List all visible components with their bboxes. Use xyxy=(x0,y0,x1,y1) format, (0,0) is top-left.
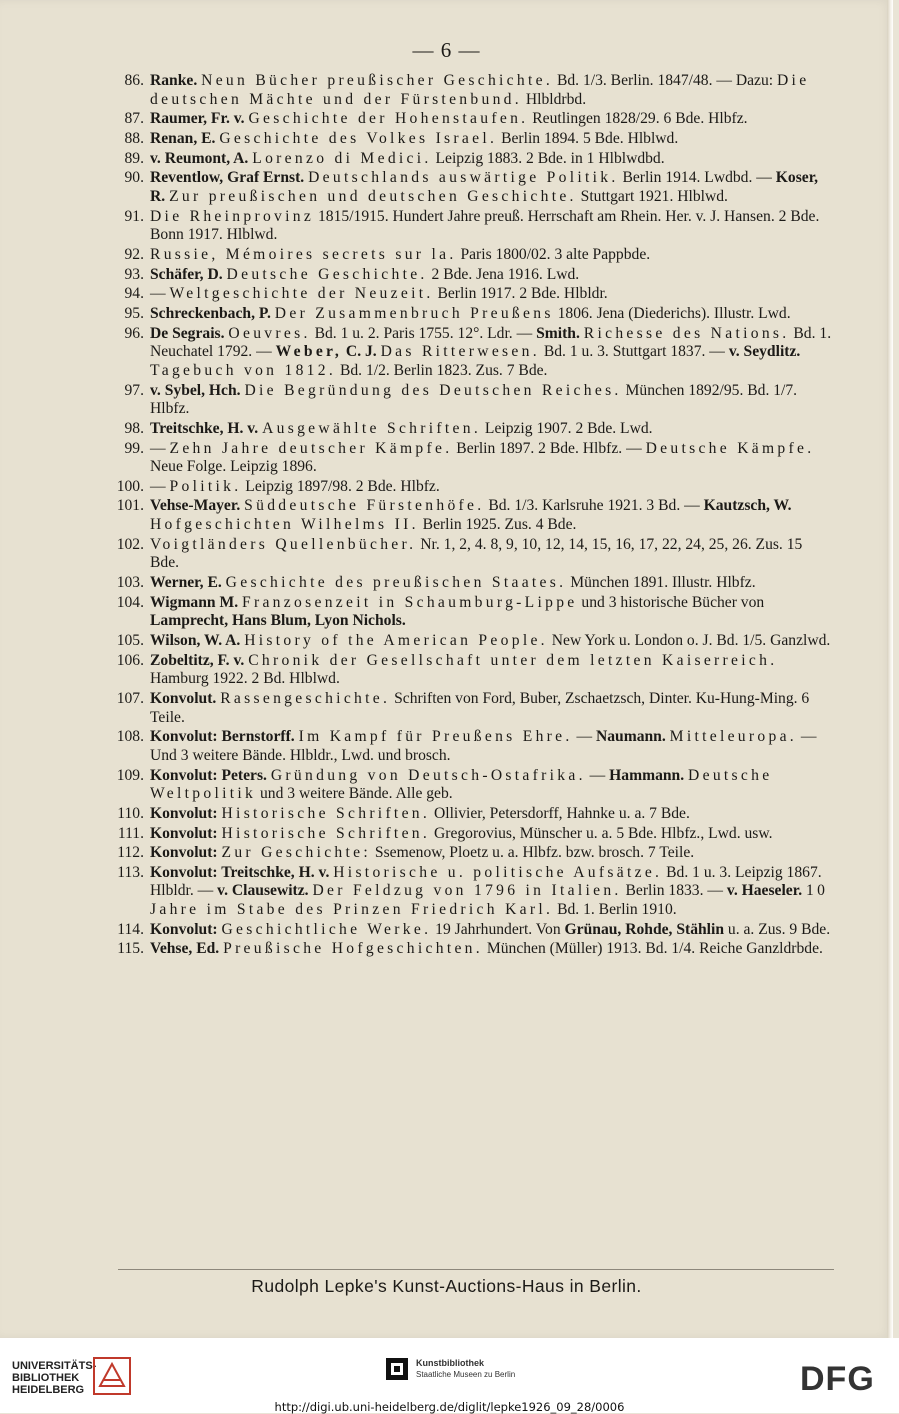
entry-text: Schriften von Ford, Buber, Zschaetzsch, Dinter. Ku-Hung-Ming. 6 Teile. xyxy=(150,689,810,726)
entry-title: Geschichte der Hohenstaufen. xyxy=(248,110,529,128)
catalog-entry xyxy=(104,652,834,689)
entry-number: 110. xyxy=(117,804,144,822)
entry-author: Schäfer, D. xyxy=(150,265,223,283)
entry-title: Deutsche Weltpolitik xyxy=(150,766,773,803)
entry-title: Deutsche Kämpfe. xyxy=(645,439,815,457)
entry-text: New York u. London o. J. Bd. 1/5. Ganzlwd. xyxy=(547,632,831,649)
entry-text: Hlbldrbd. xyxy=(521,90,587,108)
entry-text: Gregorovius, Münscher u. a. 5 Bde. Hlbfz., Lwd. usw. xyxy=(430,824,773,842)
entry-title: Zur Geschichte: xyxy=(221,844,372,862)
entry-text: Nr. 1, 2, 4. 8, 9, 10, 12, 14, 15, 16, 17, 22, 24, 25, 26. Zus. 15 Bde. xyxy=(150,535,803,572)
catalog-entry xyxy=(104,72,834,109)
entry-author: Raumer, Fr. v. xyxy=(150,110,245,128)
entry-text: Neue Folge. Leipzig 1896. xyxy=(150,458,317,476)
entry-number: 101. xyxy=(116,497,144,515)
catalog-entry xyxy=(104,594,834,631)
entry-number: 95. xyxy=(124,304,144,322)
entry-author: Zobeltitz, F. v. xyxy=(150,651,245,669)
catalog-entry xyxy=(104,420,834,439)
entry-number: 102. xyxy=(116,535,144,553)
catalog-entry xyxy=(104,150,834,169)
entry-title: Neun Bücher preußischer Geschichte. xyxy=(201,72,554,89)
entry-title: Süddeutsche Fürstenhöfe. xyxy=(244,497,485,515)
entry-title: Oeuvres. xyxy=(228,324,311,342)
entry-text: Bd. 1 u. 2. Paris 1755. 12°. Ldr. — xyxy=(310,324,537,342)
university-library-logo-text xyxy=(12,1360,96,1396)
entry-author: Konvolut: Peters. xyxy=(150,766,267,784)
catalog-entry xyxy=(104,728,834,765)
entry-author: Grünau, Rohde, Stählin xyxy=(564,920,725,938)
catalog-entry xyxy=(104,305,834,324)
entry-text: Bd. 1 u. 3. Stuttgart 1837. — xyxy=(539,343,729,361)
entry-text: 1815/1915. Hundert Jahre preuß. Herrschaft am Rhein. Her. v. J. Hansen. 2 Bde. Bonn 1917. Hlblwd. xyxy=(150,207,820,244)
entry-number: 87. xyxy=(124,110,144,128)
entry-author: Treitschke, H. v. xyxy=(150,419,259,437)
entry-title: Ausgewählte Schriften. xyxy=(262,419,482,437)
entry-title: Historische Schriften. xyxy=(221,824,431,842)
entry-number: 103. xyxy=(116,574,144,592)
entry-number: 94. xyxy=(124,285,144,303)
entry-text: Hamburg 1922. 2 Bd. Hlblwd. xyxy=(150,670,340,688)
university-seal-icon xyxy=(92,1356,132,1396)
entry-title: Deutsche Geschichte. xyxy=(226,265,428,283)
entry-text: Berlin 1914. Lwdbd. — xyxy=(618,169,776,187)
catalog-entry xyxy=(104,497,834,534)
entry-number: 92. xyxy=(124,245,144,263)
entry-text: Berlin 1833. — xyxy=(621,882,727,900)
footer-publisher-line: Rudolph Lepke's Kunst-Auctions-Haus in Berlin. xyxy=(251,1276,642,1296)
entry-title: Geschichte des preußischen Staates. xyxy=(225,574,567,592)
entry-author: Smith. xyxy=(536,324,580,342)
entry-title: Richesse des Nations. xyxy=(583,324,790,342)
catalog-entry xyxy=(104,536,834,573)
entry-title: Gründung von Deutsch-Ostafrika. xyxy=(270,766,586,784)
entry-author: Kautzsch, W. xyxy=(703,497,792,515)
entry-number: 107. xyxy=(116,689,144,707)
entry-text: Leipzig 1883. 2 Bde. in 1 Hlblwdbd. xyxy=(431,149,665,167)
entry-title: Das Ritterwesen. xyxy=(380,343,540,361)
catalog-entries xyxy=(104,72,834,960)
entry-text: Bd. 1/3. Karlsruhe 1921. 3 Bd. — xyxy=(484,497,704,515)
entry-number: 114. xyxy=(117,920,144,938)
entry-text: Leipzig 1897/98. 2 Bde. Hlbfz. xyxy=(241,477,440,495)
entry-number: 93. xyxy=(124,265,144,283)
footer-rule xyxy=(118,1269,834,1270)
catalog-entry xyxy=(104,285,834,304)
entry-text: — Und 3 weitere Bände. Hlbldr., Lwd. und brosch. xyxy=(150,728,817,764)
entry-title: Geschichte des Volkes Israel. xyxy=(219,129,498,147)
catalog-entry xyxy=(104,844,834,863)
entry-number: 104. xyxy=(116,593,144,611)
catalog-entry xyxy=(104,325,834,381)
kunstbibliothek-text xyxy=(416,1358,515,1380)
entry-text: Stuttgart 1921. Hlblwd. xyxy=(576,187,728,205)
entry-title: Russie, Mémoires secrets sur la. xyxy=(150,245,457,263)
catalog-entry xyxy=(104,266,834,285)
entry-number: 97. xyxy=(124,381,144,399)
entry-text: 1806. Jena (Diederichs). Illustr. Lwd. xyxy=(553,304,791,322)
entry-text: Berlin 1894. 5 Bde. Hlblwd. xyxy=(497,129,679,147)
kunstbibliothek-logo-icon xyxy=(386,1358,408,1380)
entry-title: Mitteleuropa. xyxy=(669,728,797,746)
entry-title: Der Zusammenbruch Preußens xyxy=(274,304,554,322)
entry-number: 108. xyxy=(116,728,144,746)
entry-text: Bd. 1/2. Berlin 1823. Zus. 7 Bde. xyxy=(336,361,548,379)
entry-title: Weltgeschichte der Neuzeit. xyxy=(169,285,434,303)
entry-text: Berlin 1897. 2 Bde. Hlbfz. — xyxy=(452,439,646,457)
entry-text: u. a. Zus. 9 Bde. xyxy=(724,920,831,938)
entry-number: 113. xyxy=(117,863,144,881)
entry-number: 89. xyxy=(124,149,144,167)
entry-author: Naumann. xyxy=(595,728,666,746)
catalog-entry xyxy=(104,940,834,959)
entry-text: Berlin 1925. Zus. 4 Bde. xyxy=(418,516,577,534)
dfg-logo: DFG xyxy=(800,1360,875,1398)
entry-number: 99. xyxy=(124,439,144,457)
entry-number: 106. xyxy=(116,651,144,669)
catalog-entry xyxy=(104,825,834,844)
entry-author: Vehse, Ed. xyxy=(150,940,220,958)
entry-title: Historische u. politische Aufsätze. xyxy=(333,863,663,881)
entry-number: 100. xyxy=(116,477,144,495)
catalog-entry xyxy=(104,632,834,651)
catalog-entry xyxy=(104,110,834,129)
entry-text: — xyxy=(585,766,610,784)
entry-author: Lamprecht, Hans Blum, Lyon Nichols. xyxy=(150,612,406,630)
source-url[interactable]: http://digi.ub.uni-heidelberg.de/diglit/lepke1926_09_28/0006 xyxy=(274,1400,625,1414)
entry-author: v. Seydlitz. xyxy=(728,343,801,361)
entry-number: 111. xyxy=(117,824,144,842)
entry-text: und 3 historische Bücher von xyxy=(577,593,765,611)
entry-title: Hofgeschichten Wilhelms II. xyxy=(150,516,419,534)
page-number: — 6 — xyxy=(412,38,481,62)
entry-text: Paris 1800/02. 3 alte Pappbde. xyxy=(456,245,651,263)
catalog-entry xyxy=(104,864,834,920)
entry-text: Leipzig 1907. 2 Bde. Lwd. xyxy=(481,419,653,437)
kb-line-2: Staatliche Museen zu Berlin xyxy=(416,1370,516,1379)
entry-title: Preußische Hofgeschichten. xyxy=(223,940,483,958)
entry-title: Zehn Jahre deutscher Kämpfe. xyxy=(169,439,453,457)
entry-title: Politik. xyxy=(169,477,242,495)
entry-text: und 3 weitere Bände. Alle geb. xyxy=(256,785,453,803)
entry-number: 91. xyxy=(124,207,144,225)
entry-author: Konvolut: xyxy=(150,920,218,938)
entry-number: 90. xyxy=(124,169,144,187)
entry-title: Rassengeschichte. xyxy=(220,689,391,707)
entry-author: Hammann. xyxy=(609,766,685,784)
entry-text: Reutlingen 1828/29. 6 Bde. Hlbfz. xyxy=(528,110,748,128)
entry-text: Bd. 1. Berlin 1910. xyxy=(553,901,677,919)
entry-title: Deutschlands auswärtige Politik. xyxy=(308,169,619,187)
entry-author: Konvolut: xyxy=(150,844,218,862)
entry-author: v. Haeseler. xyxy=(726,882,803,900)
catalog-entry xyxy=(104,690,834,727)
entry-author: Ranke. xyxy=(150,72,198,89)
catalog-entry xyxy=(104,169,834,206)
entry-text: Ssemenow, Ploetz u. a. Hlbfz. bzw. brosch. 7 Teile. xyxy=(371,844,695,862)
entry-title: Lorenzo di Medici. xyxy=(252,149,432,167)
entry-author: Renan, E. xyxy=(150,129,216,147)
entry-title: Weber, xyxy=(275,343,343,361)
entry-text: — xyxy=(150,477,170,495)
catalog-entry xyxy=(104,574,834,593)
university-line-3: HEIDELBERG xyxy=(12,1384,85,1396)
entry-number: 96. xyxy=(124,324,144,342)
entry-title: Historische Schriften. xyxy=(221,804,431,822)
entry-title: Chronik der Gesellschaft unter dem letzten Kaiserreich. xyxy=(248,651,778,669)
entry-text: 2 Bde. Jena 1916. Lwd. xyxy=(427,265,580,283)
entry-text: München 1892/95. Bd. 1/7. Hlbfz. xyxy=(150,381,798,418)
entry-author: C. J. xyxy=(342,343,377,361)
entry-title: Die deutschen Mächte und der Fürstenbund. xyxy=(150,72,810,108)
entry-number: 109. xyxy=(116,766,144,784)
entry-title: Tagebuch von 1812. xyxy=(150,361,337,379)
entry-number: 98. xyxy=(124,419,144,437)
university-line-1: UNIVERSITÄTS- xyxy=(12,1360,97,1372)
entry-text: München (Müller) 1913. Bd. 1/4. Reiche Ganzldrbde. xyxy=(482,940,823,958)
entry-text: Ollivier, Petersdorff, Hahnke u. a. 7 Bde. xyxy=(430,804,690,822)
entry-author: Koser, R. xyxy=(150,169,819,205)
entry-author: v. Clausewitz. xyxy=(217,882,309,900)
entry-author: Schreckenbach, P. xyxy=(150,304,271,322)
entry-number: 115. xyxy=(117,940,144,958)
entry-title: Geschichtliche Werke. xyxy=(221,920,432,938)
kb-line-1: Kunstbibliothek xyxy=(416,1358,484,1368)
library-footer-bar xyxy=(0,1338,899,1413)
entry-author: Vehse-Mayer. xyxy=(150,497,241,515)
entry-text: München 1891. Illustr. Hlbfz. xyxy=(566,574,756,592)
entry-text: Bd. 1/3. Berlin. 1847/48. — Dazu: xyxy=(553,72,777,89)
entry-text: Berlin 1917. 2 Bde. Hlbldr. xyxy=(433,285,608,303)
catalog-entry xyxy=(104,921,834,940)
entry-number: 86. xyxy=(124,72,144,89)
catalog-entry xyxy=(104,208,834,245)
entry-text: Bd. 1 u. 3. Leipzig 1867. Hlbldr. — xyxy=(150,863,822,900)
entry-number: 88. xyxy=(124,129,144,147)
university-line-2: BIBLIOTHEK xyxy=(12,1372,80,1384)
entry-title: Im Kampf für Preußens Ehre. xyxy=(298,728,573,746)
entry-title: Die Rheinprovinz xyxy=(150,207,315,225)
entry-author: De Segrais. xyxy=(150,324,225,342)
entry-author: Konvolut. xyxy=(150,689,217,707)
entry-text: 19 Jahrhundert. Von xyxy=(431,920,565,938)
entry-author: v. Sybel, Hch. xyxy=(150,381,241,399)
entry-title: Zur preußischen und deutschen Geschichte. xyxy=(169,187,577,205)
entry-author: v. Reumont, A. xyxy=(150,149,249,167)
entry-title: Der Feldzug von 1796 in Italien. xyxy=(312,882,622,900)
entry-author: Konvolut: Treitschke, H. v. xyxy=(150,863,330,881)
entry-title: Franzosenzeit in Schaumburg-Lippe xyxy=(242,593,578,611)
entry-title: History of the American People. xyxy=(244,632,548,649)
catalog-entry xyxy=(104,382,834,419)
entry-author: Wilson, W. A. xyxy=(150,632,241,649)
catalog-entry xyxy=(104,767,834,804)
entry-author: Wigmann M. xyxy=(150,593,239,611)
entry-title: 10 Jahre im Stabe des Prinzen Friedrich Karl. xyxy=(150,882,829,919)
entry-text: Bd. 1. Neuchatel 1792. — xyxy=(150,324,832,361)
catalog-entry xyxy=(104,440,834,477)
entry-author: Konvolut: xyxy=(150,804,218,822)
entry-text: — xyxy=(150,439,170,457)
entry-text: — xyxy=(150,285,170,303)
catalog-entry xyxy=(104,478,834,497)
catalog-entry xyxy=(104,805,834,824)
page-edge xyxy=(887,0,893,1338)
catalog-entry xyxy=(104,246,834,265)
catalog-entry xyxy=(104,130,834,149)
entry-title: Voigtländers Quellenbücher. xyxy=(150,535,417,553)
entry-title: Die Begründung des Deutschen Reiches. xyxy=(244,381,622,399)
entry-number: 112. xyxy=(117,844,144,862)
entry-author: Reventlow, Graf Ernst. xyxy=(150,169,305,187)
entry-text: — xyxy=(572,728,596,746)
entry-number: 105. xyxy=(116,632,144,649)
entry-author: Konvolut: Bernstorff. xyxy=(150,728,295,746)
entry-author: Werner, E. xyxy=(150,574,222,592)
entry-author: Konvolut: xyxy=(150,824,218,842)
